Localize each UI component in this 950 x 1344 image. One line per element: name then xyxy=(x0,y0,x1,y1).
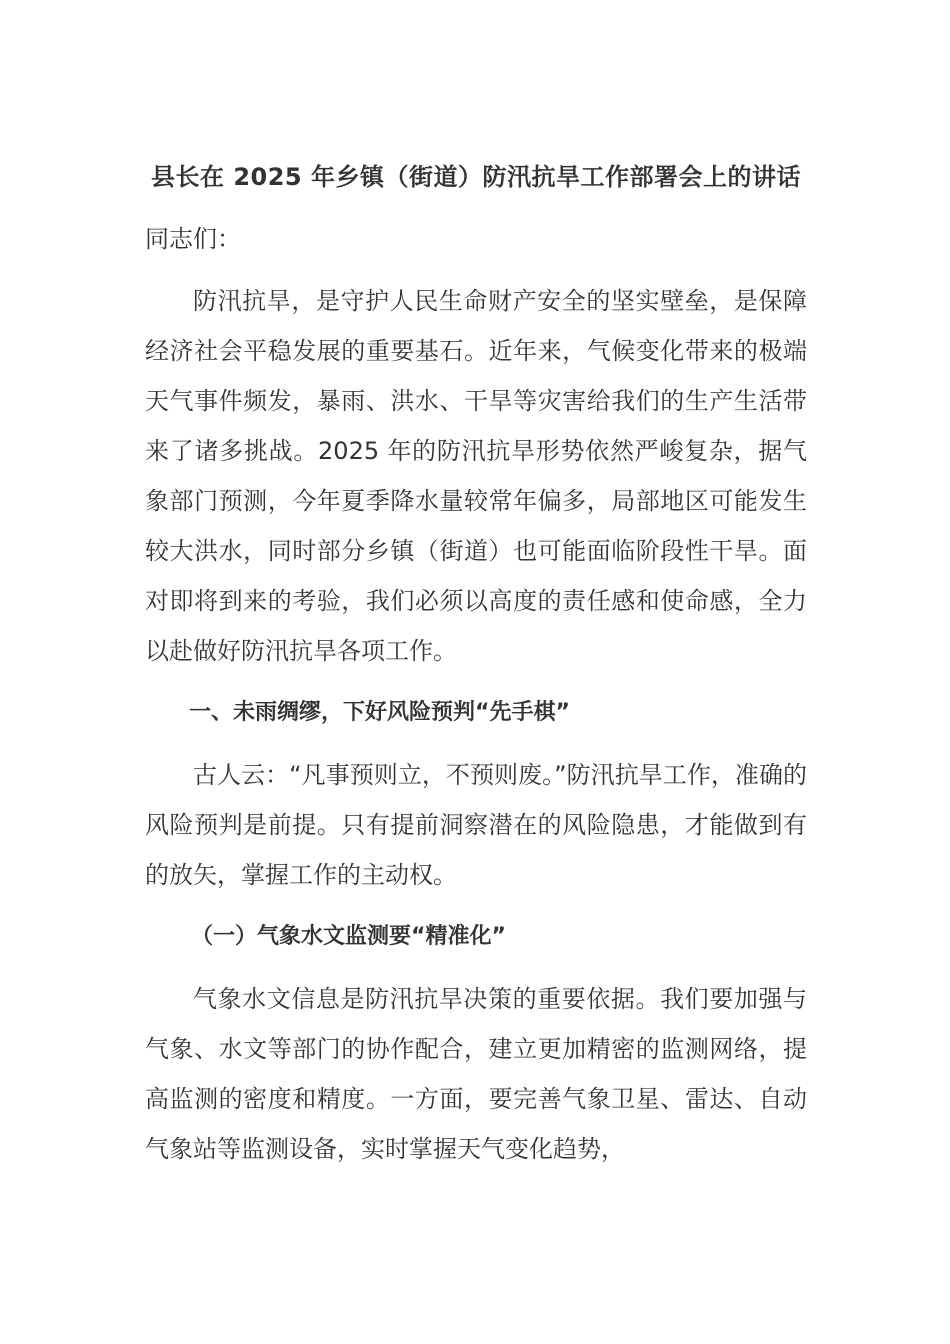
subsection-1-paragraph: 气象水文信息是防汛抗旱决策的重要依据。我们要加强与气象、水文等部门的协作配合，建立更加精密的监测网络，提高监测的密度和精度。一方面，要完善气象卫星、雷达、自动气象站等监测设备，实时掌握天气变化趋势， xyxy=(145,985,807,1163)
subsection-heading-1: （一）气象水文监测要“精准化” xyxy=(191,924,506,949)
document-title: 县长在 2025 年乡镇（街道）防汛抗旱工作部署会上的讲话 xyxy=(150,163,801,191)
intro-paragraph: 防汛抗旱，是守护人民生命财产安全的坚实壁垒，是保障经济社会平稳发展的重要基石。近年来，气候变化带来的极端天气事件频发，暴雨、洪水、干旱等灾害给我们的生产生活带来了诸多挑战。2025 年的防汛抗旱形势依然严峻复杂，据气象部门预测，今年夏季降水量较常年偏多，局部地区可能发生较大洪水，同时部分乡镇（街道）也可能面临阶段性干旱。面对即将到来的考验，我们必须以高度的责任感和使命感，全力以赴做好防汛抗旱各项工作。 xyxy=(145,287,807,665)
section-1-paragraph: 古人云：“凡事预则立，不预则废。”防汛抗旱工作，准确的风险预判是前提。只有提前洞察潜在的风险隐患，才能做到有的放矢，掌握工作的主动权。 xyxy=(145,761,807,889)
salutation: 同志们： xyxy=(145,225,241,253)
section-heading-1: 一、未雨绸缪，下好风险预判“先手棋” xyxy=(189,700,570,725)
document-page xyxy=(145,152,807,1174)
